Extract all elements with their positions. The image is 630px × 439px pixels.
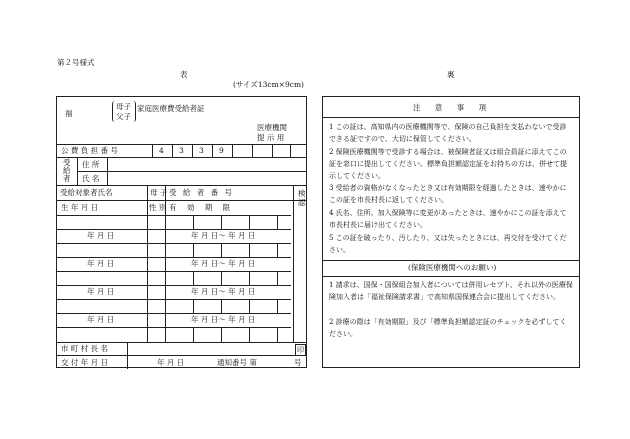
mayor-label: 市 町 村 長 名 — [61, 344, 109, 353]
row-period: 年 月 日～ 年 月 日 — [191, 315, 256, 324]
gender-label: 性 別 — [149, 203, 167, 212]
row-date: 年 月 日 — [87, 231, 115, 240]
row-date: 年 月 日 — [87, 259, 115, 268]
notice-no-suffix: 号 — [294, 358, 302, 367]
row-period: 年 月 日～ 年 月 日 — [191, 287, 256, 296]
back-card — [322, 96, 580, 368]
cert-title: 家庭医療費受給者証 — [137, 104, 205, 113]
note-3: 3 受給者の資格がなくなったとき又は有効期限を経過したときは、速やかにこの証を市長村長に返してください。 — [329, 184, 567, 204]
inspection-label: 検認 — [298, 189, 306, 207]
notes-heading: 注 意 事 項 — [413, 103, 493, 112]
front-card — [56, 96, 307, 368]
seal-mark: 印 — [297, 346, 304, 354]
payer-digit-3: 3 — [199, 146, 204, 155]
notice-no-label: 通知番号 第 — [217, 358, 257, 367]
boshi-fushi-box — [112, 101, 136, 122]
front-label: 表 — [180, 70, 188, 79]
row-period: 年 月 日～ 年 月 日 — [191, 231, 256, 240]
row-date: 年 月 日 — [87, 315, 115, 324]
address-label: 住 所 — [82, 160, 100, 169]
payer-digit-4: 9 — [219, 146, 224, 155]
institution-label: 医療機関 — [257, 123, 287, 132]
issue-date-label: 交 付 年 月 日 — [61, 358, 109, 367]
payer-digit-1: 4 — [159, 146, 164, 155]
target-name-label: 受給対象者氏名 — [60, 188, 113, 197]
name-label: 氏 名 — [82, 174, 100, 183]
note-2: 2 保険医療機関等で受診する場合は、被保険者証又は組合員証に添えてこの証を窓口に提出してください。標準負担額認定証をお持ちの方は、併せて提示してください。 — [329, 148, 567, 180]
birthdate-label: 生 年 月 日 — [61, 203, 99, 212]
back-label: 裏 — [447, 70, 455, 79]
request-heading: (保険医療機関へのお願い) — [408, 263, 497, 272]
recipient-number-label: 受 給 者 番 号 — [169, 188, 235, 197]
size-note: (サイズ13cm×9cm) — [233, 80, 304, 89]
fushi-text: 父子 — [116, 112, 131, 121]
note-1: 1 この証は、高知県内の医療機関等で、保険の自己負担を支払わないで受診できる証ですので、大切に保管してください。 — [329, 123, 567, 143]
issue-date-value: 年 月 日 — [157, 358, 185, 367]
note-5: 5 この証を破ったり、汚したり、又は失ったときには、再交付を受けてください。 — [329, 234, 567, 254]
row-period: 年 月 日～ 年 月 日 — [191, 259, 256, 268]
form-number: 第２号様式 — [57, 58, 95, 67]
recipient-vertical-label: 受給者 — [63, 158, 71, 183]
boshi-label: 母 子 — [150, 188, 168, 197]
boshi-text: 母子 — [116, 102, 131, 111]
public-payer-label: 公 費 負 担 番 号 — [61, 146, 118, 155]
note-4: 4 氏名、住所、加入保険等に変更があったときは、速やかにこの証を添えて市長村長に届け出てください。 — [329, 209, 567, 229]
row-date: 年 月 日 — [87, 287, 115, 296]
request-1: 1 請求は、国保・国保組合加入者については併用レセプト、それ以外の医療保険加入者は「福祉保険請求書」で高知県国保連合会に提出してください。 — [329, 281, 573, 301]
presentation-label: 提 示 用 — [257, 133, 285, 142]
payer-digit-2: 3 — [179, 146, 184, 155]
request-2: 2 診療の際は「有効期限」及び「標準負担額認定証のチェックを必ずしてください。 — [329, 318, 567, 338]
validity-label: 有 効 期 限 — [169, 203, 235, 212]
fuku-label: 福 — [65, 109, 73, 118]
